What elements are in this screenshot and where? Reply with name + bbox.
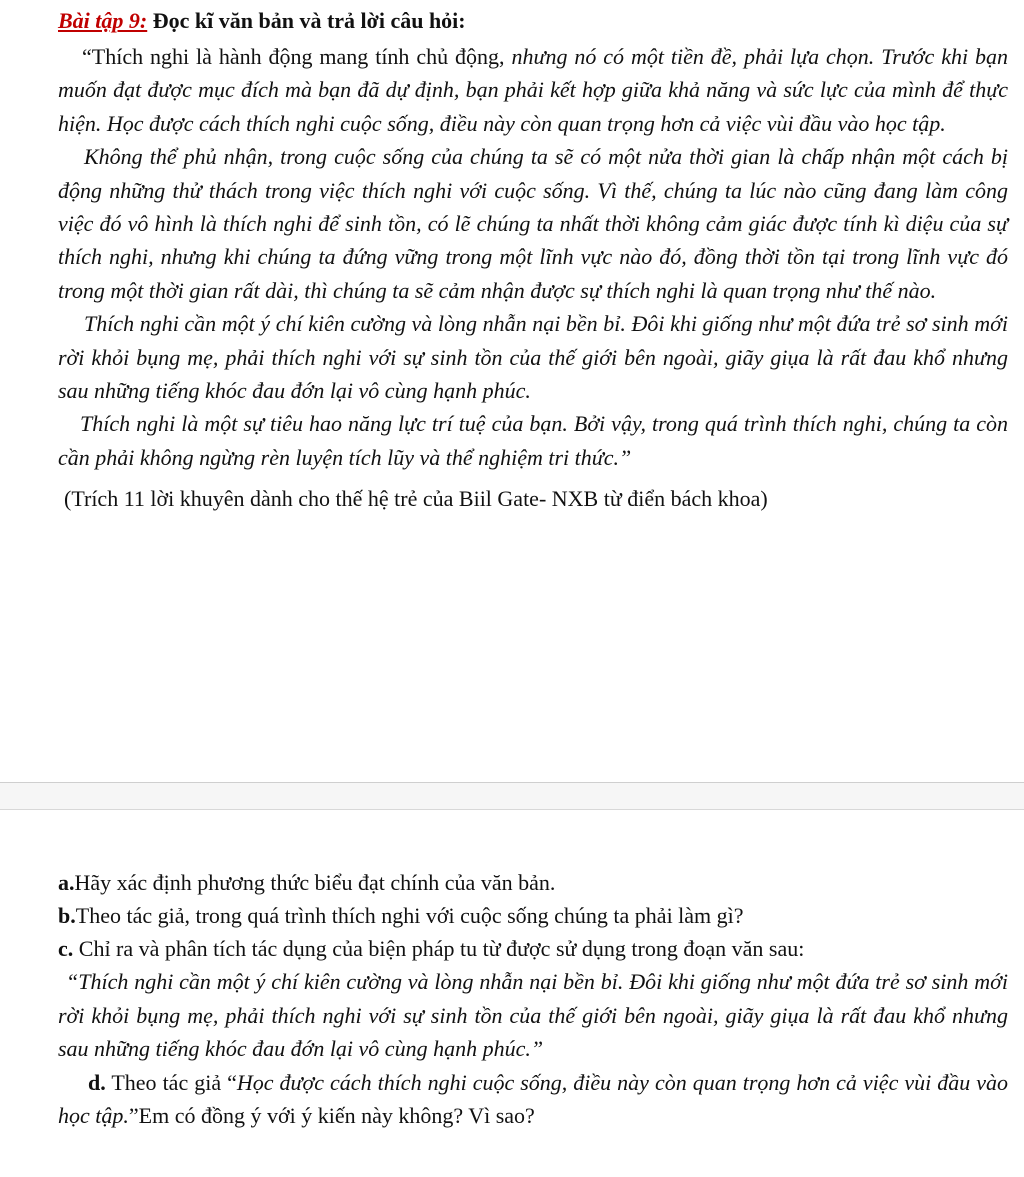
- question-c-label: c.: [58, 936, 74, 961]
- question-b-text: Theo tác giả, trong quá trình thích nghi với cuộc sống chúng ta phải làm gì?: [75, 903, 744, 928]
- question-a-label: a.: [58, 870, 75, 895]
- page-divider: [0, 782, 1024, 810]
- question-d-label: d.: [88, 1069, 106, 1095]
- passage-paragraph-1-start: “Thích nghi là hành động mang tính chủ động,: [82, 44, 512, 69]
- passage-section: [58, 6, 1008, 515]
- question-d-intro: Theo tác giả “: [105, 1069, 237, 1095]
- question-b-label: b.: [58, 903, 76, 928]
- question-c: [58, 932, 1008, 965]
- passage-paragraph-1-rest: nhưng nó có một tiền đề, phải lựa chọn. Trước khi bạn muốn đạt được mục đích mà bạn đã dự định, bạn phải kết hợp giữa khả năng và sức lực của mình để thực hiện. Học được cách thích nghi cuộc sống, điều này còn quan trọng hơn cả việc vùi đầu vào học tập.: [58, 44, 1008, 136]
- passage-paragraph-4: Thích nghi là một sự tiêu hao năng lực trí tuệ của bạn. Bởi vậy, trong quá trình thích nghi, chúng ta còn cần phải không ngừng rèn luyện tích lũy và thể nghiệm tri thức.”: [58, 411, 1008, 470]
- question-c-quote: “Thích nghi cần một ý chí kiên cường và lòng nhẫn nại bền bỉ. Đôi khi giống như một đứa trẻ sơ sinh mới rời khỏi bụng mẹ, phải thích nghi với sự sinh tồn của thế giới bên ngoài, giãy giụa là rất đau khổ nhưng sau những tiếng khóc đau đớn lại vô cùng hạnh phúc.”: [58, 969, 1008, 1061]
- question-d-tail: ”Em có đồng ý với ý kiến này không? Vì sao?: [128, 1102, 535, 1128]
- passage-paragraph-1: [58, 40, 1008, 140]
- passage-paragraph-2: Không thể phủ nhận, trong cuộc sống của chúng ta sẽ có một nửa thời gian là chấp nhận một cách bị động những thử thách trong việc thích nghi với cuộc sống. Vì thế, chúng ta lúc nào cũng đang làm công việc đó vô hình là thích nghi để sinh tồn, có lẽ chúng ta nhất thời không cảm giác được tính kì diệu của sự thích nghi, nhưng khi chúng ta đứng vững trong một lĩnh vực nào đó, đồng thời tồn tại trong lĩnh vực đó trong một thời gian rất dài, thì chúng ta sẽ cảm nhận được sự thích nghi là quan trọng như thế nào.: [58, 144, 1008, 303]
- question-d: [58, 1066, 1008, 1132]
- passage-paragraph-3: Thích nghi cần một ý chí kiên cường và lòng nhẫn nại bền bỉ. Đôi khi giống như một đứa trẻ sơ sinh mới rời khỏi bụng mẹ, phải thích nghi với sự sinh tồn của thế giới bên ngoài, giãy giụa là rất đau khổ nhưng sau những tiếng khóc đau đớn lại vô cùng hạnh phúc.: [58, 311, 1008, 404]
- exercise-heading: [58, 6, 1008, 36]
- questions-section: [58, 866, 1008, 1132]
- exercise-instruction: Đọc kĩ văn bản và trả lời câu hỏi:: [152, 8, 466, 33]
- exercise-label: Bài tập 9:: [58, 8, 148, 33]
- question-a: [58, 866, 1008, 899]
- passage-source: (Trích 11 lời khuyên dành cho thế hệ trẻ của Biil Gate- NXB từ điển bách khoa): [64, 486, 768, 512]
- question-a-text: Hãy xác định phương thức biểu đạt chính của văn bản.: [74, 870, 556, 895]
- question-c-text: Chỉ ra và phân tích tác dụng của biện pháp tu từ được sử dụng trong đoạn văn sau:: [73, 936, 805, 961]
- question-b: [58, 899, 1008, 932]
- question-d-quote: Học được cách thích nghi cuộc sống, điều này còn quan trọng hơn cả việc vùi đầu vào học tập.: [58, 1069, 1009, 1128]
